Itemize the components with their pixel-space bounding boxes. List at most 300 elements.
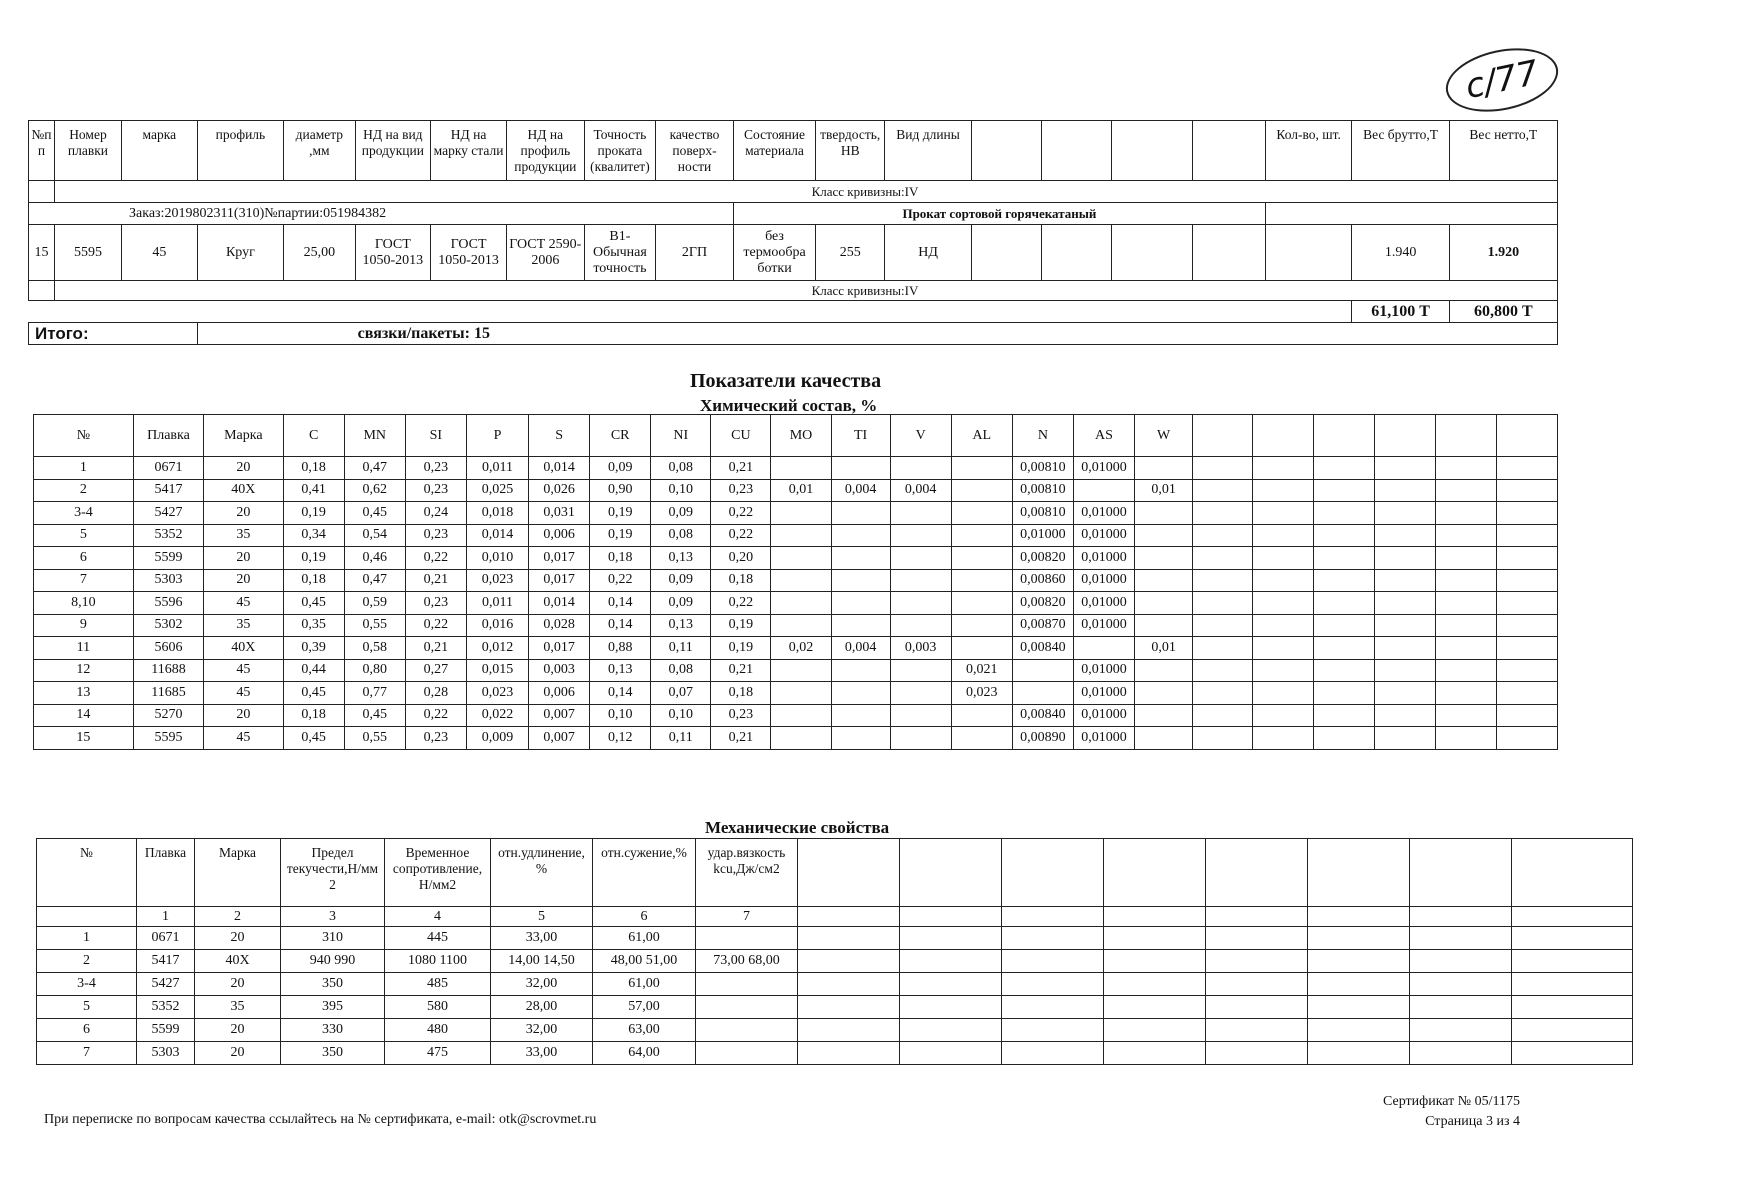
chem-cell: 0,00860 <box>1012 569 1073 592</box>
mech-cell <box>1512 973 1633 996</box>
certificate-number: Сертификат № 05/1175 <box>1383 1094 1520 1109</box>
chem-cell: 0,007 <box>529 704 590 727</box>
chem-cell <box>1314 479 1375 502</box>
chem-cell <box>771 524 831 547</box>
chem-cell <box>890 592 951 615</box>
mech-header-cell: отн.сужение,% <box>593 839 696 907</box>
chem-cell <box>1314 682 1375 705</box>
mech-cell <box>1002 996 1104 1019</box>
cell-n: 15 <box>29 225 55 281</box>
mech-header-cell <box>798 839 900 907</box>
chem-cell <box>1496 479 1557 502</box>
chem-cell <box>951 569 1012 592</box>
chem-header-cell: V <box>890 415 951 457</box>
chem-cell <box>1314 614 1375 637</box>
chem-cell: 45 <box>204 727 283 750</box>
chem-cell <box>1375 524 1435 547</box>
chem-cell: 5596 <box>133 592 203 615</box>
chem-cell: 0,19 <box>283 502 344 525</box>
chem-cell: 5595 <box>133 727 203 750</box>
chem-header-cell: N <box>1012 415 1073 457</box>
chem-cell <box>1314 637 1375 660</box>
mech-column-number <box>1206 907 1308 927</box>
cell-profile: Круг <box>197 225 284 281</box>
chem-cell <box>1496 614 1557 637</box>
chem-cell: 0,18 <box>711 569 771 592</box>
chem-header-cell <box>1314 415 1375 457</box>
chem-cell: 20 <box>204 547 283 570</box>
chem-row <box>34 547 1558 570</box>
chem-cell: 0,014 <box>529 592 590 615</box>
chem-cell: 0,026 <box>529 479 590 502</box>
mech-cell: 5352 <box>137 996 195 1019</box>
mech-cell: 32,00 <box>491 973 593 996</box>
chem-cell <box>1193 547 1253 570</box>
chem-cell <box>1135 659 1193 682</box>
chem-cell: 0,62 <box>344 479 405 502</box>
chem-cell <box>1435 659 1496 682</box>
chem-cell <box>1496 659 1557 682</box>
mech-cell: 57,00 <box>593 996 696 1019</box>
chem-cell <box>1496 457 1557 480</box>
chem-cell: 0,21 <box>405 569 466 592</box>
chem-cell <box>1496 682 1557 705</box>
mech-cell: 0671 <box>137 927 195 950</box>
chem-header-cell: Марка <box>204 415 283 457</box>
chem-cell <box>1253 659 1314 682</box>
chem-header-cell <box>1375 415 1435 457</box>
chem-cell <box>1314 502 1375 525</box>
mech-header-cell <box>1410 839 1512 907</box>
chem-cell <box>1435 727 1496 750</box>
chem-cell <box>1253 502 1314 525</box>
chem-cell <box>831 569 890 592</box>
chem-cell: 0,01000 <box>1073 614 1134 637</box>
chem-cell: 0,28 <box>405 682 466 705</box>
chem-cell <box>771 727 831 750</box>
chem-header-cell: MN <box>344 415 405 457</box>
chem-cell: 35 <box>204 524 283 547</box>
chem-cell: 0,46 <box>344 547 405 570</box>
chem-cell: 5427 <box>133 502 203 525</box>
chem-cell <box>890 659 951 682</box>
mech-cell: 73,00 68,00 <box>696 950 798 973</box>
total-net: 60,800 Т <box>1449 301 1557 323</box>
chem-cell <box>890 614 951 637</box>
mech-cell: 350 <box>281 973 385 996</box>
shipment-header-cell: марка <box>121 121 197 181</box>
mech-cell <box>1206 1019 1308 1042</box>
chem-cell: 0,20 <box>711 547 771 570</box>
shipment-header-cell: Состояние материала <box>733 121 815 181</box>
mech-cell <box>696 1019 798 1042</box>
cell-nd-product: ГОСТ 1050-2013 <box>355 225 431 281</box>
mech-cell: 20 <box>195 973 281 996</box>
chem-cell: 0,11 <box>651 727 711 750</box>
chem-cell: 0,19 <box>711 637 771 660</box>
mech-cell: 5417 <box>137 950 195 973</box>
chem-cell <box>1253 479 1314 502</box>
chem-cell <box>1435 614 1496 637</box>
handwritten-stamp: c/77 <box>1440 39 1564 121</box>
chem-cell: 0,23 <box>711 479 771 502</box>
chem-cell <box>1314 569 1375 592</box>
chem-cell <box>1012 659 1073 682</box>
chem-cell: 0,01000 <box>1073 524 1134 547</box>
mech-column-number: 2 <box>195 907 281 927</box>
shipment-header-cell: качество поверх-ности <box>656 121 734 181</box>
mech-cell <box>1512 927 1633 950</box>
mech-header-cell <box>1206 839 1308 907</box>
chem-cell: 0,18 <box>590 547 651 570</box>
chem-cell: 0,028 <box>529 614 590 637</box>
mech-cell <box>696 973 798 996</box>
chem-cell: 0,01000 <box>1073 682 1134 705</box>
chem-cell <box>1193 524 1253 547</box>
chem-cell: 0,58 <box>344 637 405 660</box>
chem-header-cell: № <box>34 415 134 457</box>
mech-cell <box>798 996 900 1019</box>
chem-cell <box>1135 727 1193 750</box>
chem-cell <box>1193 659 1253 682</box>
chem-cell: 0,12 <box>590 727 651 750</box>
mech-column-number <box>900 907 1002 927</box>
chem-cell <box>1135 524 1193 547</box>
chem-cell: 0,47 <box>344 569 405 592</box>
mech-column-number: 7 <box>696 907 798 927</box>
chem-cell: 0,01 <box>1135 479 1193 502</box>
chem-cell <box>951 547 1012 570</box>
chem-cell: 0,14 <box>590 592 651 615</box>
chem-cell <box>1193 592 1253 615</box>
mech-cell <box>798 927 900 950</box>
mech-cell <box>900 1042 1002 1065</box>
mech-cell <box>1410 973 1512 996</box>
chem-header-cell: MO <box>771 415 831 457</box>
mech-cell <box>696 1042 798 1065</box>
chem-header-cell <box>1253 415 1314 457</box>
mech-cell: 1080 1100 <box>385 950 491 973</box>
shipment-totals-row <box>29 301 1558 323</box>
chem-cell: 5303 <box>133 569 203 592</box>
chem-cell <box>831 457 890 480</box>
chem-cell: 0,23 <box>711 704 771 727</box>
chem-cell: 5606 <box>133 637 203 660</box>
chem-cell <box>1193 614 1253 637</box>
mech-cell: 14,00 14,50 <box>491 950 593 973</box>
mech-cell: 5 <box>37 996 137 1019</box>
chem-cell: 0,01000 <box>1073 659 1134 682</box>
mech-cell <box>1512 950 1633 973</box>
mech-cell <box>798 950 900 973</box>
cell-grade: 45 <box>121 225 197 281</box>
chem-cell <box>951 457 1012 480</box>
mech-cell: 33,00 <box>491 927 593 950</box>
chem-cell: 0,023 <box>466 569 528 592</box>
mech-cell: 350 <box>281 1042 385 1065</box>
chem-row <box>34 592 1558 615</box>
chem-cell <box>831 682 890 705</box>
mech-header-cell: Временное сопротивление, Н/мм2 <box>385 839 491 907</box>
chem-cell: 0,01 <box>771 479 831 502</box>
chem-cell: 0,24 <box>405 502 466 525</box>
chem-cell: 0,08 <box>651 659 711 682</box>
mech-cell <box>696 927 798 950</box>
mech-cell <box>696 996 798 1019</box>
chem-cell <box>1314 659 1375 682</box>
chem-cell <box>771 502 831 525</box>
chem-row <box>34 479 1558 502</box>
chem-cell: 5599 <box>133 547 203 570</box>
chem-row <box>34 524 1558 547</box>
mech-cell: 20 <box>195 927 281 950</box>
chem-cell <box>1314 524 1375 547</box>
chem-cell <box>1135 704 1193 727</box>
mech-cell: 480 <box>385 1019 491 1042</box>
chem-cell: 0,19 <box>283 547 344 570</box>
chem-cell <box>831 547 890 570</box>
chem-cell <box>1135 614 1193 637</box>
chem-cell <box>1193 682 1253 705</box>
chem-cell <box>1135 457 1193 480</box>
shipment-header-cell <box>1112 121 1193 181</box>
chem-cell: 0,21 <box>711 659 771 682</box>
chem-cell: 0,01000 <box>1012 524 1073 547</box>
chem-cell <box>951 524 1012 547</box>
product-text: Прокат сортовой горячекатаный <box>733 203 1265 225</box>
chem-cell: 0,22 <box>405 547 466 570</box>
mech-cell: 20 <box>195 1042 281 1065</box>
chem-cell <box>1375 727 1435 750</box>
mech-cell: 5427 <box>137 973 195 996</box>
chem-cell: 9 <box>34 614 134 637</box>
mech-cell <box>798 1019 900 1042</box>
mech-cell: 63,00 <box>593 1019 696 1042</box>
chem-cell: 0,025 <box>466 479 528 502</box>
chem-cell: 0671 <box>133 457 203 480</box>
chem-cell <box>1496 727 1557 750</box>
mech-cell <box>1104 1019 1206 1042</box>
chem-cell <box>1435 704 1496 727</box>
chem-cell: 0,19 <box>590 524 651 547</box>
chem-cell <box>1375 569 1435 592</box>
chem-cell <box>771 704 831 727</box>
chem-cell: 0,017 <box>529 637 590 660</box>
chem-row <box>34 659 1558 682</box>
chem-cell <box>771 457 831 480</box>
chem-cell: 0,23 <box>405 524 466 547</box>
mech-cell: 310 <box>281 927 385 950</box>
mech-cell: 32,00 <box>491 1019 593 1042</box>
chem-cell <box>1314 547 1375 570</box>
shipment-header-cell: профиль <box>197 121 284 181</box>
shipment-summary-row <box>29 323 1558 345</box>
chem-header-cell: NI <box>651 415 711 457</box>
chem-cell: 0,006 <box>529 682 590 705</box>
shipment-header-cell: НД на профиль продукции <box>506 121 584 181</box>
mech-number-row <box>37 907 1633 927</box>
chem-cell: 0,023 <box>466 682 528 705</box>
chem-cell <box>890 682 951 705</box>
chem-header-cell: Плавка <box>133 415 203 457</box>
chem-cell <box>1193 479 1253 502</box>
mech-cell: 1 <box>37 927 137 950</box>
mech-cell <box>1512 1042 1633 1065</box>
chem-cell: 0,54 <box>344 524 405 547</box>
chem-header-cell <box>1435 415 1496 457</box>
chem-cell: 13 <box>34 682 134 705</box>
mech-cell <box>900 927 1002 950</box>
mech-header-cell <box>1104 839 1206 907</box>
mech-cell <box>900 1019 1002 1042</box>
shipment-header-cell: Вид длины <box>885 121 972 181</box>
mech-cell: 20 <box>195 1019 281 1042</box>
mech-cell: 580 <box>385 996 491 1019</box>
mech-cell: 940 990 <box>281 950 385 973</box>
chem-cell <box>951 502 1012 525</box>
mech-column-number: 1 <box>137 907 195 927</box>
chem-header-cell: SI <box>405 415 466 457</box>
chem-cell: 11 <box>34 637 134 660</box>
mech-cell <box>1410 950 1512 973</box>
order-text: Заказ:2019802311(310)№партии:051984382 <box>29 203 734 225</box>
chem-cell: 0,21 <box>711 457 771 480</box>
chem-cell: 0,10 <box>651 704 711 727</box>
chem-cell <box>890 569 951 592</box>
chem-cell: 11688 <box>133 659 203 682</box>
chem-cell: 0,09 <box>651 502 711 525</box>
bundles-text: связки/пакеты: 15 <box>197 323 1557 345</box>
chem-cell: 0,01000 <box>1073 502 1134 525</box>
mech-column-number <box>1512 907 1633 927</box>
mech-column-number: 5 <box>491 907 593 927</box>
chem-header-row <box>34 415 1558 457</box>
chem-cell <box>1135 682 1193 705</box>
chem-cell: 0,003 <box>529 659 590 682</box>
mech-header-cell: отн.удлинение, % <box>491 839 593 907</box>
chem-cell: 0,01000 <box>1073 727 1134 750</box>
mech-header-cell: № <box>37 839 137 907</box>
shipment-header-cell: Точность проката (квалитет) <box>584 121 655 181</box>
chem-cell <box>951 479 1012 502</box>
mech-cell: 485 <box>385 973 491 996</box>
shipment-data-row <box>29 225 1558 281</box>
chem-cell: 0,00840 <box>1012 704 1073 727</box>
chem-cell: 0,23 <box>405 592 466 615</box>
shipment-header-cell: Кол-во, шт. <box>1265 121 1352 181</box>
mech-cell <box>1206 973 1308 996</box>
chem-cell: 2 <box>34 479 134 502</box>
mech-header-cell: Марка <box>195 839 281 907</box>
total-gross: 61,100 Т <box>1352 301 1449 323</box>
mech-header-row <box>37 839 1633 907</box>
mech-cell <box>1002 1019 1104 1042</box>
chem-cell: 0,031 <box>529 502 590 525</box>
chem-cell <box>831 592 890 615</box>
cell-gross: 1.940 <box>1352 225 1449 281</box>
chem-cell <box>1253 457 1314 480</box>
chem-cell: 0,13 <box>651 547 711 570</box>
mech-cell <box>1308 996 1410 1019</box>
chem-cell <box>951 637 1012 660</box>
chem-cell <box>1435 479 1496 502</box>
chem-cell: 0,22 <box>405 614 466 637</box>
chem-cell <box>1435 547 1496 570</box>
mech-cell <box>900 973 1002 996</box>
chem-cell <box>1375 614 1435 637</box>
chem-cell <box>1314 457 1375 480</box>
chem-cell: 0,004 <box>831 637 890 660</box>
chem-cell <box>831 704 890 727</box>
chem-cell <box>1435 524 1496 547</box>
chem-row <box>34 637 1558 660</box>
chem-cell: 0,02 <box>771 637 831 660</box>
chem-cell <box>831 614 890 637</box>
mech-header-cell <box>1002 839 1104 907</box>
chem-cell <box>1253 524 1314 547</box>
chem-cell <box>1375 457 1435 480</box>
chem-cell: 0,01000 <box>1073 569 1134 592</box>
chem-cell <box>1375 502 1435 525</box>
mech-cell <box>900 996 1002 1019</box>
chem-cell: 8,10 <box>34 592 134 615</box>
chem-cell: 0,55 <box>344 727 405 750</box>
chem-cell: 0,22 <box>711 524 771 547</box>
chem-cell: 0,21 <box>711 727 771 750</box>
mech-header-cell <box>1512 839 1633 907</box>
mech-table <box>36 838 1633 1065</box>
chem-cell: 0,00810 <box>1012 479 1073 502</box>
chem-cell <box>1253 727 1314 750</box>
mech-cell: 40Х <box>195 950 281 973</box>
chem-cell: 0,13 <box>590 659 651 682</box>
chem-cell <box>890 457 951 480</box>
cell-heat: 5595 <box>54 225 121 281</box>
total-label: Итого: <box>29 323 198 345</box>
mech-column-number <box>37 907 137 927</box>
mech-cell: 6 <box>37 1019 137 1042</box>
chem-cell: 0,10 <box>590 704 651 727</box>
chem-cell <box>771 569 831 592</box>
chem-cell <box>1435 457 1496 480</box>
mech-cell: 35 <box>195 996 281 1019</box>
chem-cell: 1 <box>34 457 134 480</box>
chem-cell: 0,41 <box>283 479 344 502</box>
chem-cell: 0,01000 <box>1073 592 1134 615</box>
mech-cell <box>1308 950 1410 973</box>
mech-column-number <box>1104 907 1206 927</box>
chem-cell: 0,00870 <box>1012 614 1073 637</box>
chem-cell: 0,18 <box>283 569 344 592</box>
mech-column-number: 4 <box>385 907 491 927</box>
mech-column-number: 3 <box>281 907 385 927</box>
chem-cell: 0,01000 <box>1073 547 1134 570</box>
shipment-class-row <box>29 181 1558 203</box>
mech-cell <box>1002 927 1104 950</box>
shipment-header-cell: Номер плавки <box>54 121 121 181</box>
chem-cell: 0,00890 <box>1012 727 1073 750</box>
chem-cell: 0,007 <box>529 727 590 750</box>
chem-cell <box>1314 727 1375 750</box>
mech-row <box>37 996 1633 1019</box>
chem-cell: 0,23 <box>405 457 466 480</box>
chem-cell <box>890 547 951 570</box>
mech-cell <box>1104 996 1206 1019</box>
chem-cell: 5352 <box>133 524 203 547</box>
chem-cell: 0,45 <box>344 704 405 727</box>
mech-cell: 3-4 <box>37 973 137 996</box>
mech-cell <box>1308 927 1410 950</box>
